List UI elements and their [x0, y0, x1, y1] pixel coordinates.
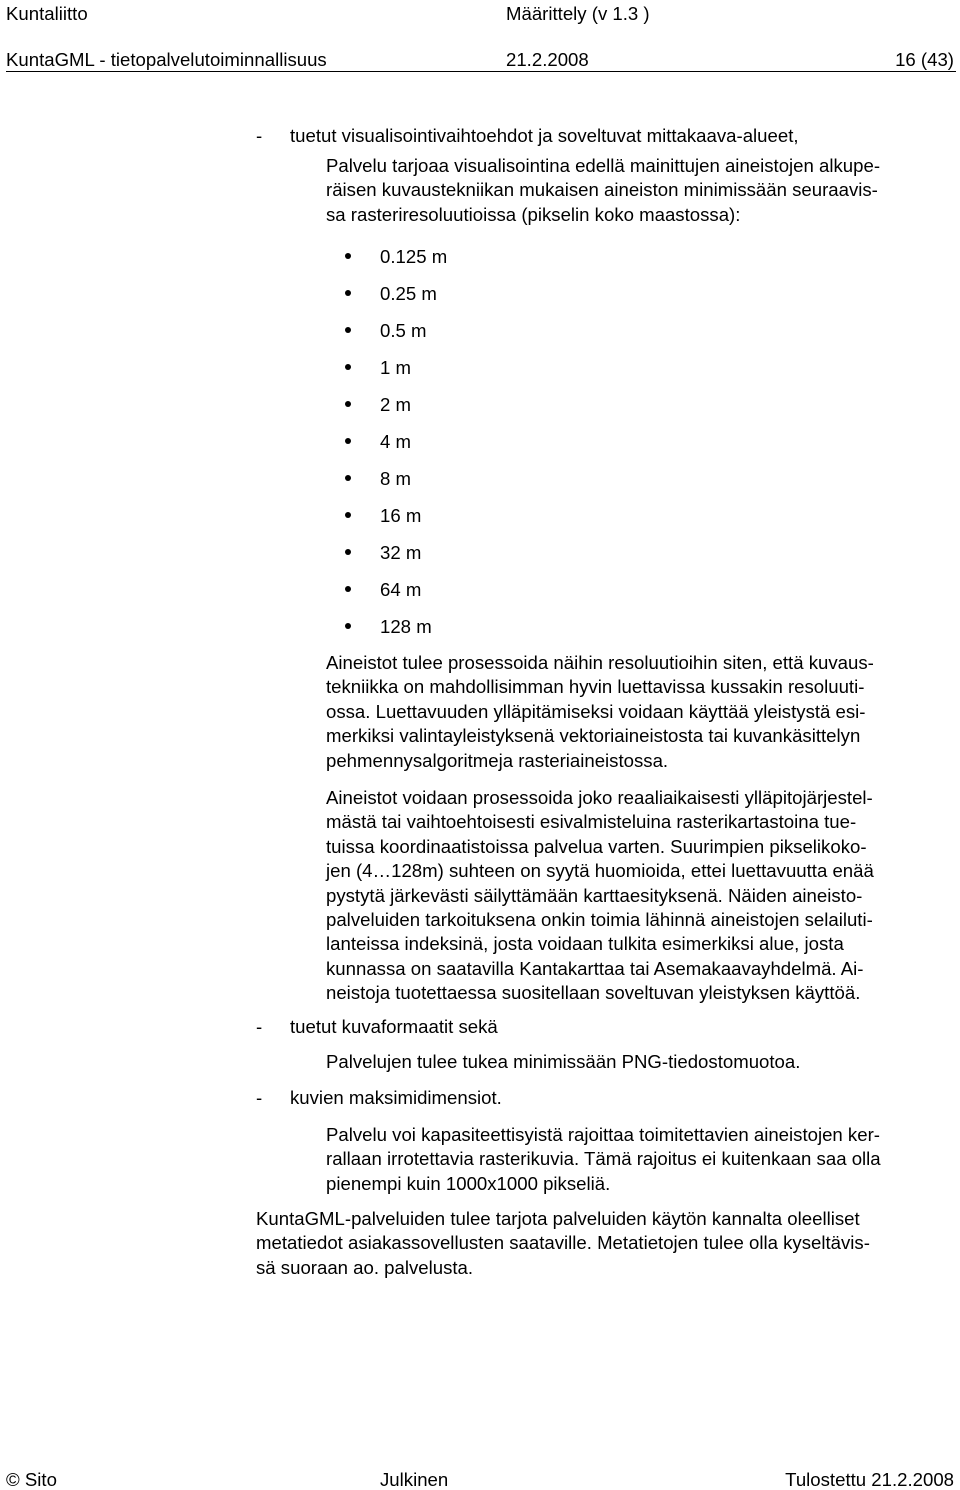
paragraph-line: jen (4…128m) suhteen on syytä huomioida, ettei luettavuutta enää	[326, 860, 874, 882]
paragraph-line: kunnassa on saatavilla Kantakarttaa tai Asemakaavayhdelmä. Ai-	[326, 957, 864, 979]
resolution-value: 16 m	[380, 505, 422, 526]
paragraph-line: lanteissa indeksinä, josta voidaan tulkita esimerkiksi alue, josta	[326, 933, 844, 955]
paragraph-line: metatiedot asiakassovellusten saataville. Metatietojen tulee olla kyseltävis-	[256, 1232, 870, 1254]
section-2-item	[256, 1018, 498, 1037]
bullet-dot	[345, 327, 351, 333]
paragraph-line: merkiksi valintayleistyksenä vektoriaineistosta tai kuvankäsittelyn	[326, 725, 861, 747]
resolution-value: 2 m	[380, 394, 411, 415]
bullet-dot	[345, 475, 351, 481]
intro-line: Palvelu tarjoaa visualisointina edellä mainittujen aineistojen alkupe-	[326, 155, 881, 176]
intro-line: sa rasteriresoluutioissa (pikselin koko maastossa):	[326, 203, 741, 225]
bullet-dot	[345, 549, 351, 555]
closing-paragraph	[256, 1207, 956, 1280]
resolution-item	[345, 578, 447, 615]
footer-printed-date: Tulostettu 21.2.2008	[785, 1469, 954, 1490]
paragraph-line: KuntaGML-palveluiden tulee tarjota palveluiden käytön kannalta oleelliset	[256, 1208, 860, 1229]
paragraph-line: Palvelujen tulee tukea minimissään PNG-tiedostomuotoa.	[326, 1051, 801, 1072]
resolution-item	[345, 393, 447, 430]
resolution-value: 64 m	[380, 579, 422, 600]
header-date: 21.2.2008	[506, 49, 589, 70]
bullet-dot	[345, 438, 351, 444]
resolution-item	[345, 504, 447, 541]
bullet-dot	[345, 512, 351, 518]
paragraph-line: ossa. Luettavuuden ylläpitämiseksi voidaan käyttää yleistystä esi-	[326, 700, 866, 722]
bullet-dot	[345, 290, 351, 296]
bullet-dot	[345, 586, 351, 592]
section-2-title: tuetut kuvaformaatit sekä	[290, 1016, 498, 1037]
bullet-dot	[345, 401, 351, 407]
header-rule	[6, 71, 956, 72]
resolution-item	[345, 467, 447, 504]
resolution-item	[345, 541, 447, 578]
section-1-intro	[326, 154, 954, 227]
paragraph-line: palveluiden tarkoituksena onkin toimia lähinnä aineistojen selailuti-	[326, 909, 873, 931]
paragraph-line: Aineistot voidaan prosessoida joko reaaliaikaisesti ylläpitojärjestel-	[326, 787, 873, 808]
section-3-item	[256, 1089, 502, 1108]
paragraph-line: tekniikka on mahdollisimman hyvin luettavissa kussakin resoluuti-	[326, 676, 865, 698]
footer-classification: Julkinen	[380, 1469, 449, 1490]
resolution-value: 8 m	[380, 468, 411, 489]
paragraph-line: pystytä järkevästi säilyttämään karttaesityksenä. Näiden aineisto-	[326, 884, 863, 906]
resolution-value: 4 m	[380, 431, 411, 452]
paragraph-line: rallaan irrotettavia rasterikuvia. Tämä rajoitus ei kuitenkaan saa olla	[326, 1148, 881, 1170]
paragraph-line: sä suoraan ao. palvelusta.	[256, 1256, 474, 1278]
resolution-item	[345, 282, 447, 319]
header-org: Kuntaliitto	[6, 3, 88, 24]
section-3-dash: -	[256, 1087, 263, 1108]
header-spec-version: Määrittely (v 1.3 )	[506, 3, 650, 24]
resolution-item	[345, 245, 447, 282]
resolution-value: 1 m	[380, 357, 411, 378]
intro-line: räisen kuvaustekniikan mukaisen aineiston minimissään seuraavis-	[326, 179, 878, 201]
header-page-number: 16 (43)	[895, 49, 954, 70]
paragraph-line: Palvelu voi kapasiteettisyistä rajoittaa toimitettavien aineistojen ker-	[326, 1124, 880, 1145]
section-3-title: kuvien maksimidimensiot.	[290, 1087, 502, 1108]
resolution-value: 128 m	[380, 616, 432, 637]
header-doc-title: KuntaGML - tietopalvelutoiminnallisuus	[6, 49, 327, 70]
section-2-body	[326, 1050, 954, 1074]
paragraph-line: neistoja tuotettaessa suositellaan soveltuvan yleistyksen käyttöä.	[326, 982, 861, 1004]
section-1-paragraph-2	[326, 786, 954, 1006]
resolution-item	[345, 356, 447, 393]
paragraph-line: tuissa koordinaatistoissa palvelua varten. Suurimpien pikselikoko-	[326, 835, 867, 857]
resolution-item	[345, 430, 447, 467]
bullet-dot	[345, 253, 351, 259]
resolution-item	[345, 319, 447, 356]
resolution-list	[345, 245, 447, 652]
footer-copyright: © Sito	[6, 1469, 57, 1490]
resolution-item	[345, 615, 447, 652]
paragraph-line: Aineistot tulee prosessoida näihin resoluutioihin siten, että kuvaus-	[326, 652, 874, 673]
section-1-title: tuetut visualisointivaihtoehdot ja soveltuvat mittakaava-alueet,	[290, 125, 799, 146]
resolution-value: 0.25 m	[380, 283, 437, 304]
section-3-body	[326, 1123, 954, 1196]
resolution-value: 0.125 m	[380, 246, 448, 267]
paragraph-line: mästä tai vaihtoehtoisesti esivalmisteluina rasterikartastoina tue-	[326, 811, 857, 833]
section-2-dash: -	[256, 1016, 263, 1037]
paragraph-line: pienempi kuin 1000x1000 pikseliä.	[326, 1172, 611, 1194]
section-1-dash: -	[256, 125, 263, 146]
resolution-value: 0.5 m	[380, 320, 427, 341]
section-1-item	[256, 127, 799, 146]
bullet-dot	[345, 364, 351, 370]
section-1-paragraph-1	[326, 651, 954, 773]
paragraph-line: pehmennysalgoritmeja rasteriaineistossa.	[326, 749, 669, 771]
bullet-dot	[345, 623, 351, 629]
resolution-value: 32 m	[380, 542, 422, 563]
